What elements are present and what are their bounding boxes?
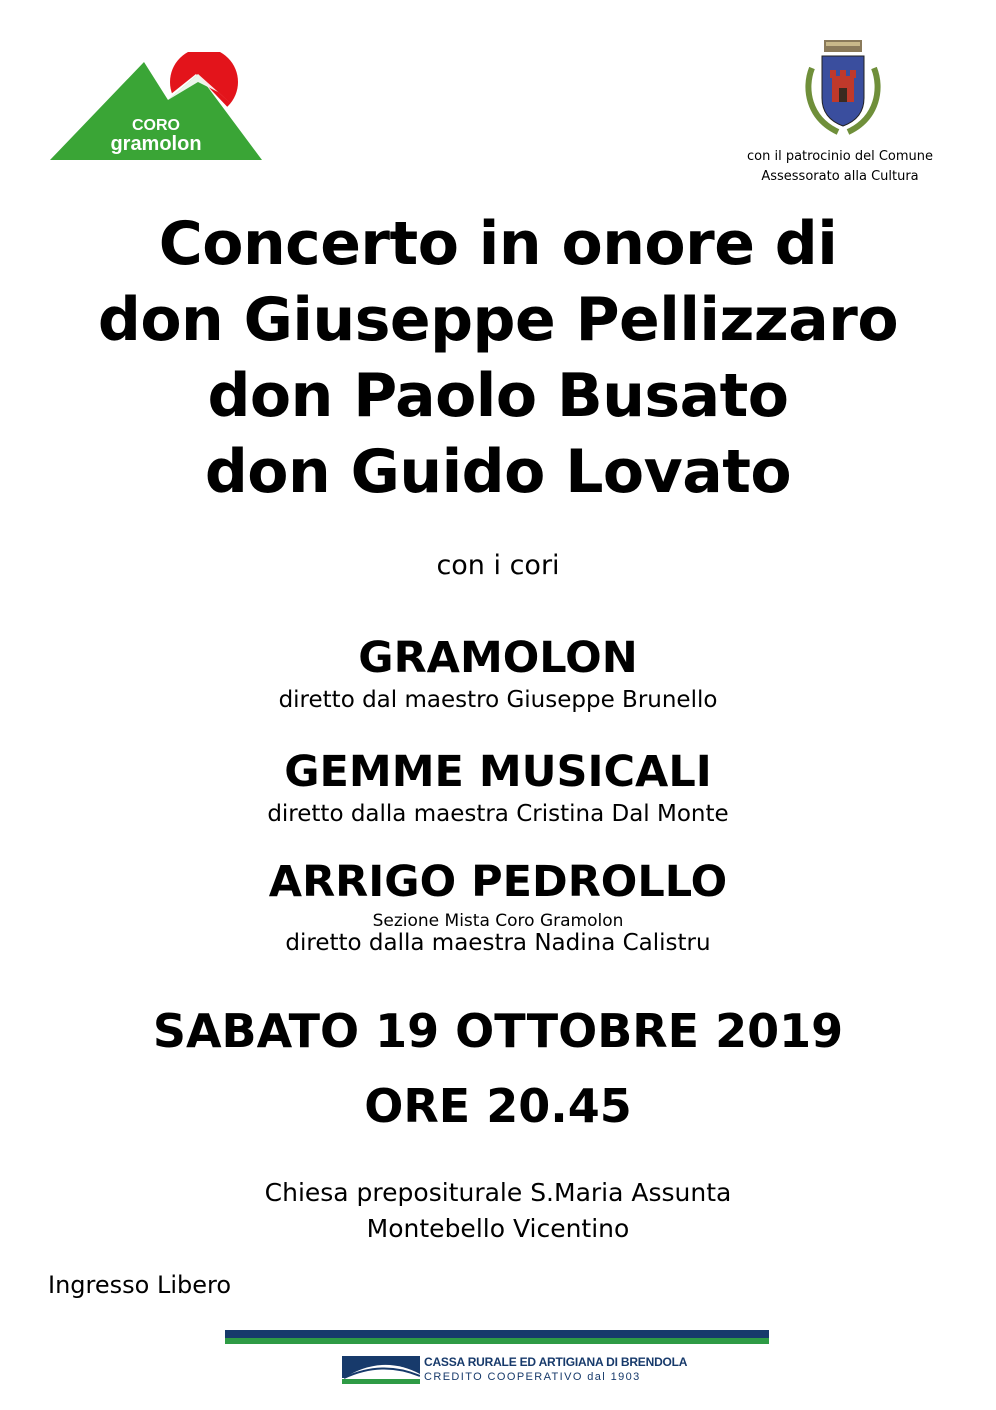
entry-note: Ingresso Libero (48, 1271, 232, 1299)
title-line-4: don Guido Lovato (204, 437, 792, 507)
patronage-line-1: con il patrocinio del Comune (746, 149, 934, 164)
page-title (0, 206, 996, 510)
sponsor-logo (342, 1354, 688, 1388)
coro-gramolon-logo (48, 52, 268, 164)
title-line-1: Concerto in onore di (158, 209, 838, 279)
sponsor-tagline: CREDITO COOPERATIVO dal 1903 (424, 1371, 641, 1383)
bank-logo-icon (342, 1356, 420, 1384)
choir-director-arrigo-pedrollo: diretto dalla maestra Nadina Calistru (285, 930, 711, 956)
patronage-line-2: Assessorato alla Cultura (761, 169, 919, 184)
logo-text-gramolon: gramolon (110, 133, 202, 155)
event-time: ORE 20.45 (364, 1079, 632, 1133)
choir-name-gemme-musicali: GEMME MUSICALI (284, 747, 712, 797)
title-line-3: don Paolo Busato (207, 361, 789, 431)
sponsor-name: CASSA RURALE ED ARTIGIANA DI BRENDOLA (424, 1355, 688, 1369)
choir-director-gemme-musicali: diretto dalla maestra Cristina Dal Monte (267, 801, 729, 827)
logo-text-coro: CORO (132, 117, 180, 134)
choir-director-gramolon: diretto dal maestro Giuseppe Brunello (278, 687, 718, 713)
footer-bar-green (225, 1338, 769, 1344)
event-date: SABATO 19 OTTOBRE 2019 (152, 1004, 844, 1058)
venue-line-2: Montebello Vicentino (366, 1214, 630, 1243)
comune-crest-icon (800, 38, 886, 138)
choir-name-arrigo-pedrollo: ARRIGO PEDROLLO (268, 857, 728, 907)
patronage-note (730, 147, 950, 187)
footer-bar-blue (225, 1330, 769, 1338)
choir-name-gramolon: GRAMOLON (358, 633, 638, 683)
intro-text: con i cori (436, 550, 560, 581)
venue-line-1: Chiesa prepositurale S.Maria Assunta (264, 1178, 732, 1207)
venue (0, 1175, 996, 1247)
choir-subtitle-arrigo-pedrollo: Sezione Mista Coro Gramolon (372, 911, 624, 931)
title-line-2: don Giuseppe Pellizzaro (97, 285, 899, 355)
